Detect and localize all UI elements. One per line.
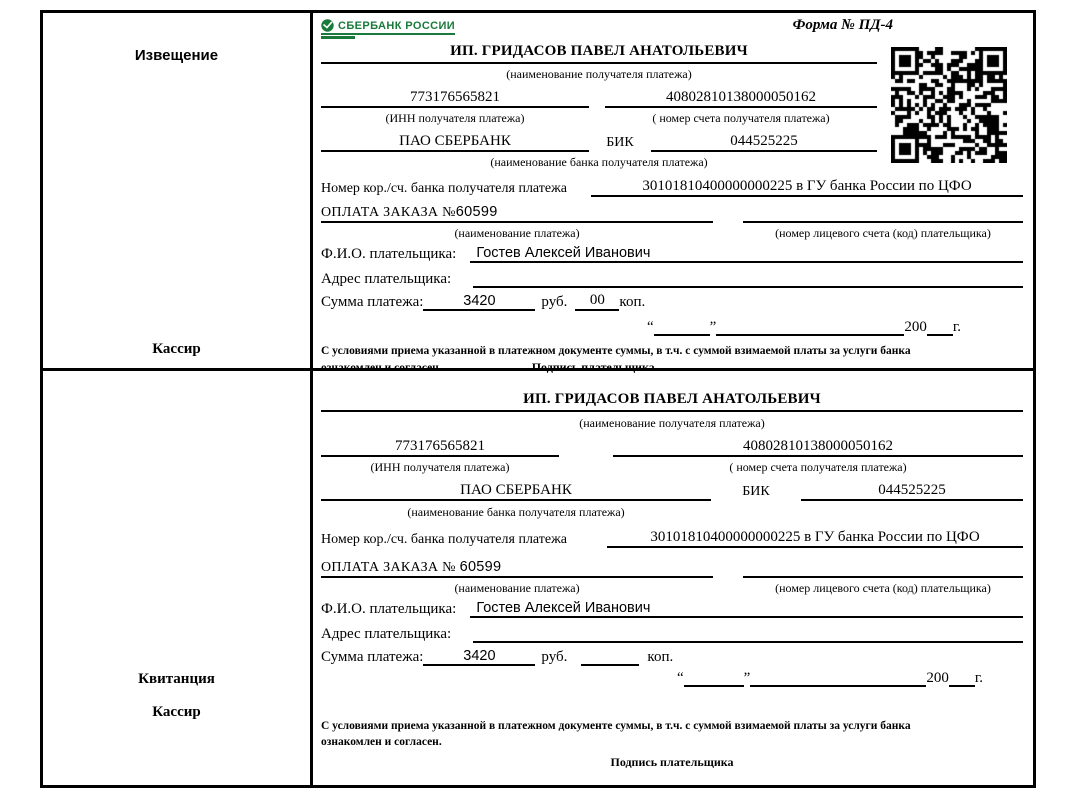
sberbank-logo-text: СБЕРБАНК РОССИИ bbox=[338, 19, 456, 32]
notice-signature-label: Подпись плательщика bbox=[531, 360, 655, 374]
receipt-corr-field: 30101810400000000225 в ГУ банка России по ЦФО bbox=[607, 529, 1023, 548]
notice-personal-caption: (номер лицевого счета (код) плательщика) bbox=[775, 226, 991, 240]
receipt-bank-caption: (наименование банка получателя платежа) bbox=[407, 505, 625, 519]
receipt-payment-name-field: ОПЛАТА ЗАКАЗА № 60599 bbox=[321, 559, 713, 578]
notice-bank-name-field: ПАО СБЕРБАНК bbox=[321, 133, 589, 152]
receipt-order-number: 60599 bbox=[459, 559, 502, 575]
receipt-kop-field bbox=[581, 647, 639, 666]
notice-payment-caption: (наименование платежа) bbox=[454, 226, 580, 240]
notice-side-cell bbox=[43, 13, 313, 371]
receipt-personal-account-field bbox=[743, 558, 1023, 578]
pd4-form-sheet bbox=[40, 10, 1036, 788]
notice-kop-label: коп. bbox=[619, 294, 646, 310]
notice-payment-name-field: ОПЛАТА ЗАКАЗА №60599 bbox=[321, 204, 713, 223]
receipt-bik-label: БИК bbox=[742, 484, 770, 499]
receipt-recipient-caption: (наименование получателя платежа) bbox=[579, 416, 765, 430]
notice-kop-field: 00 bbox=[575, 292, 619, 311]
receipt-recipient-name: ИП. ГРИДАСОВ ПАВЕЛ АНАТОЛЬЕВИЧ bbox=[523, 391, 821, 407]
notice-personal-account-field bbox=[743, 203, 1023, 223]
notice-bik-field: 044525225 bbox=[651, 133, 877, 152]
notice-payer-field: Гостев Алексей Иванович bbox=[470, 245, 1023, 263]
notice-account-caption: ( номер счета получателя платежа) bbox=[652, 111, 830, 125]
receipt-date-day-field bbox=[684, 668, 744, 687]
form-number-title: Форма № ПД-4 bbox=[792, 17, 893, 33]
notice-recipient-name: ИП. ГРИДАСОВ ПАВЕЛ АНАТОЛЬЕВИЧ bbox=[450, 43, 748, 59]
receipt-cashier-label: Кассир bbox=[152, 704, 201, 720]
notice-bik-label: БИК bbox=[606, 135, 634, 150]
receipt-account-caption: ( номер счета получателя платежа) bbox=[729, 460, 907, 474]
receipt-inn-field: 773176565821 bbox=[321, 438, 559, 457]
notice-cashier-label: Кассир bbox=[152, 341, 201, 357]
sberbank-tagline-strip bbox=[321, 36, 355, 39]
receipt-date-year-field bbox=[949, 668, 975, 687]
notice-bank-caption: (наименование банка получателя платежа) bbox=[490, 155, 708, 169]
receipt-bik-field: 044525225 bbox=[801, 482, 1023, 501]
notice-date-row: “ ” 200 г. bbox=[647, 319, 962, 335]
notice-corr-field: 30101810400000000225 в ГУ банка России по ЦФО bbox=[591, 178, 1023, 197]
receipt-date-row: “ ” 200 г. bbox=[677, 670, 984, 686]
receipt-inn-caption: (ИНН получателя платежа) bbox=[370, 460, 510, 474]
receipt-side-label: Квитанция bbox=[138, 671, 215, 687]
receipt-bank-name-field: ПАО СБЕРБАНК bbox=[321, 482, 711, 501]
receipt-sum-field: 3420 bbox=[423, 648, 535, 666]
receipt-payer-label: Ф.И.О. плательщика: bbox=[321, 601, 457, 617]
notice-agreement-line2: ознакомлен и согласен. bbox=[321, 362, 442, 374]
notice-sum-field: 3420 bbox=[423, 293, 535, 311]
notice-date-year-field bbox=[927, 317, 953, 336]
receipt-signature-label: Подпись плательщика bbox=[610, 755, 734, 769]
receipt-side-cell bbox=[43, 371, 313, 785]
notice-corr-label: Номер кор./сч. банка получателя платежа bbox=[321, 181, 567, 196]
notice-rub-label: руб. bbox=[541, 294, 568, 310]
notice-agreement-line1: С условиями приема указанной в платежном документе суммы, в т.ч. с суммой взимаемой платы за услуги банка bbox=[321, 345, 911, 357]
notice-sum-label: Сумма платежа: bbox=[321, 294, 424, 310]
receipt-agreement-line2: ознакомлен и согласен. bbox=[321, 736, 442, 748]
notice-header-row bbox=[321, 17, 1023, 43]
notice-inn-field: 773176565821 bbox=[321, 89, 589, 108]
notice-date-month-field bbox=[716, 317, 904, 336]
receipt-address-label: Адрес плательщика: bbox=[321, 626, 452, 642]
notice-account-field: 40802810138000050162 bbox=[605, 89, 877, 108]
notice-order-number: 60599 bbox=[455, 204, 498, 220]
receipt-address-field bbox=[473, 623, 1023, 643]
notice-inn-caption: (ИНН получателя платежа) bbox=[385, 111, 525, 125]
receipt-main-cell bbox=[313, 371, 1033, 785]
receipt-agreement-line1: С условиями приема указанной в платежном документе суммы, в т.ч. с суммой взимаемой платы за услуги банка bbox=[321, 720, 911, 732]
notice-main-cell bbox=[313, 13, 1033, 374]
receipt-payment-caption: (наименование платежа) bbox=[454, 581, 580, 595]
notice-payer-label: Ф.И.О. плательщика: bbox=[321, 246, 457, 262]
notice-address-field bbox=[473, 268, 1023, 288]
receipt-payer-field: Гостев Алексей Иванович bbox=[470, 600, 1023, 618]
notice-date-day-field bbox=[654, 317, 710, 336]
sberbank-emblem-icon bbox=[321, 19, 334, 32]
receipt-corr-label: Номер кор./сч. банка получателя платежа bbox=[321, 532, 567, 547]
receipt-kop-label: коп. bbox=[647, 649, 674, 665]
notice-side-label: Извещение bbox=[134, 47, 219, 64]
notice-recipient-caption: (наименование получателя платежа) bbox=[506, 67, 692, 81]
receipt-sum-label: Сумма платежа: bbox=[321, 649, 424, 665]
qr-code bbox=[891, 47, 1007, 163]
receipt-personal-caption: (номер лицевого счета (код) плательщика) bbox=[775, 581, 991, 595]
receipt-account-field: 40802810138000050162 bbox=[613, 438, 1023, 457]
notice-address-label: Адрес плательщика: bbox=[321, 271, 452, 287]
receipt-date-month-field bbox=[750, 668, 926, 687]
receipt-rub-label: руб. bbox=[541, 649, 568, 665]
sberbank-logo bbox=[321, 19, 455, 39]
